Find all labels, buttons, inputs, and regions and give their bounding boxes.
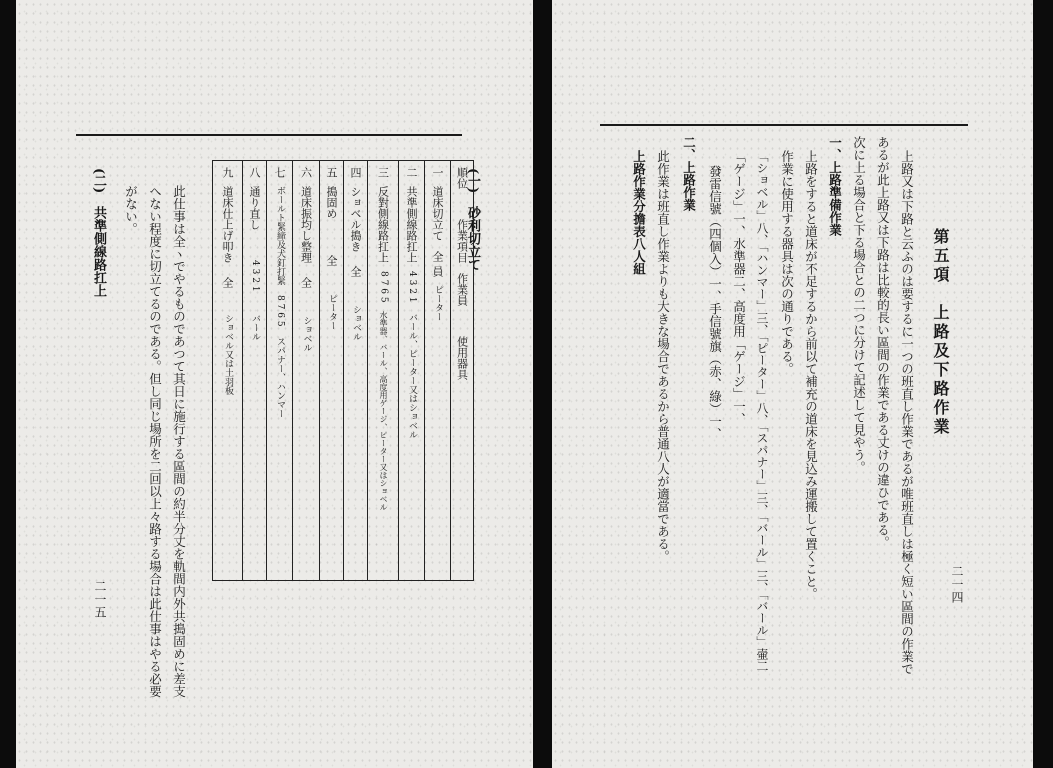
- header-rule: [76, 134, 462, 136]
- row-7-workers: 5 6 7 8: [275, 295, 285, 327]
- row-1-item: 道床切立て: [431, 186, 444, 241]
- row-9-workers: 全: [221, 277, 234, 288]
- row-9-item: 道床仕上げ叩き: [221, 186, 234, 263]
- row-3-workers: 5 6 7 8: [378, 271, 389, 303]
- row-5-tools: ピーター: [327, 294, 337, 330]
- item-1-line-4: 「ゲージ」一、水準器二、高度用「ゲージ」一、: [731, 150, 747, 425]
- header-tools: 使用器具: [455, 336, 469, 380]
- item-2-line-2: 上路作業分擔表八人組: [631, 150, 647, 275]
- section-title: 第五項 上路及下路作業: [931, 228, 950, 437]
- left-page: [16, 0, 533, 768]
- row-6-item: 道床振均し整理: [299, 186, 313, 263]
- row-6-workers: 全: [299, 277, 313, 288]
- row-9-tools: ショベル又は土羽板: [223, 314, 233, 395]
- item-2-heading: 二、上路作業: [681, 136, 697, 211]
- row-1-order: 一: [431, 167, 444, 178]
- table-row: [213, 161, 474, 581]
- row-5-order: 五: [325, 167, 338, 178]
- header-workers: 作業員: [455, 273, 469, 306]
- page-number: 二一五: [93, 580, 107, 619]
- page-number: 二一四: [950, 565, 964, 604]
- row-9-order: 九: [221, 167, 234, 178]
- header-rule: [600, 124, 968, 126]
- row-2-tools: バール、ピーター又はショベル: [407, 312, 417, 439]
- row-2-order: 二: [405, 167, 418, 178]
- row-7-order: 七: [273, 167, 286, 178]
- paragraph-line-1: 此仕事は全ヽでやるものであつて其日に施行する區間の約半分丈を軌間内外共搗固めに差支: [171, 185, 187, 698]
- row-4-item: ショベル搗き: [349, 186, 362, 252]
- row-4-order: 四: [349, 167, 362, 178]
- work-table: [212, 160, 474, 581]
- item-1-line-2: 作業に使用する器具は次の通りである。: [779, 150, 795, 375]
- intro-line-2: あるが此上路又は下路は比較的長い區間の作業である丈けの違ひである。: [875, 136, 891, 549]
- item-1-line-1: 上路をすると道床が不足するから前以て補充の道床を見込み運搬して置くこと。: [803, 150, 819, 600]
- row-5-item: 搗固め: [325, 186, 338, 219]
- row-8-item: 通り直し: [248, 186, 261, 230]
- row-7-item: ボールト緊締及犬釘打緊: [275, 186, 285, 285]
- row-7-tools: スパナー、ハンマー: [275, 336, 285, 418]
- row-1-tools: ピーター: [433, 285, 443, 321]
- item-1-heading: 一、上路準備作業: [827, 136, 843, 236]
- item-1-line-5: 發雷信號（四個入）一、手信號旗（赤、綠）一、: [707, 165, 723, 440]
- header-order: 順位: [455, 167, 469, 189]
- row-3-tools: 水準器、バール、高度用ゲージ、ピーター又はショベル: [379, 310, 388, 511]
- section-1-heading: (一) 砂利切立て: [465, 168, 480, 272]
- row-5-workers: 全: [325, 255, 338, 266]
- section-2-heading: (二) 共準側線路扛上: [91, 168, 106, 298]
- paragraph-line-2: へない程度に切立てるのである。但し同じ場所を二回以上々路する場合は此仕事はやる必要: [147, 185, 163, 698]
- item-1-line-3: 「ショベル」八、「ハンマー」三、「ピーター」八、「スパナー」三、「バール」三、「バール」壷二: [755, 150, 769, 672]
- row-6-tools: ショベル: [301, 316, 312, 352]
- row-2-item: 共準側線路扛上: [405, 186, 418, 263]
- row-8-order: 八: [248, 167, 261, 178]
- row-3-order: 三: [376, 167, 390, 178]
- row-6-order: 六: [299, 167, 313, 178]
- intro-line-1: 上路又は下路と云ふのは要するに一つの班直し作業であるが唯班直しは極く短い區間の作業で: [899, 150, 915, 675]
- row-1-workers: 全: [431, 251, 444, 262]
- row-1-unit: 員: [431, 266, 444, 277]
- row-8-tools: バール: [250, 313, 260, 341]
- header-item: 作業項目: [455, 219, 469, 263]
- item-2-line-1: 此作業は班直し作業よりも大きな場合であるから普通八人が適當である。: [655, 150, 671, 563]
- row-4-tools: ショベル: [351, 305, 361, 341]
- row-4-workers: 全: [349, 266, 362, 277]
- paragraph-line-3: がない。: [123, 185, 139, 235]
- row-3-item: 反對側線路扛上: [376, 186, 390, 263]
- right-page: [552, 0, 1033, 768]
- row-2-workers: 1 2 3 4: [407, 271, 417, 303]
- row-8-workers: 1 2 3 4: [250, 260, 260, 292]
- intro-line-3: 次に上る場合と下る場合との二つに分けて記述して見やう。: [851, 136, 867, 474]
